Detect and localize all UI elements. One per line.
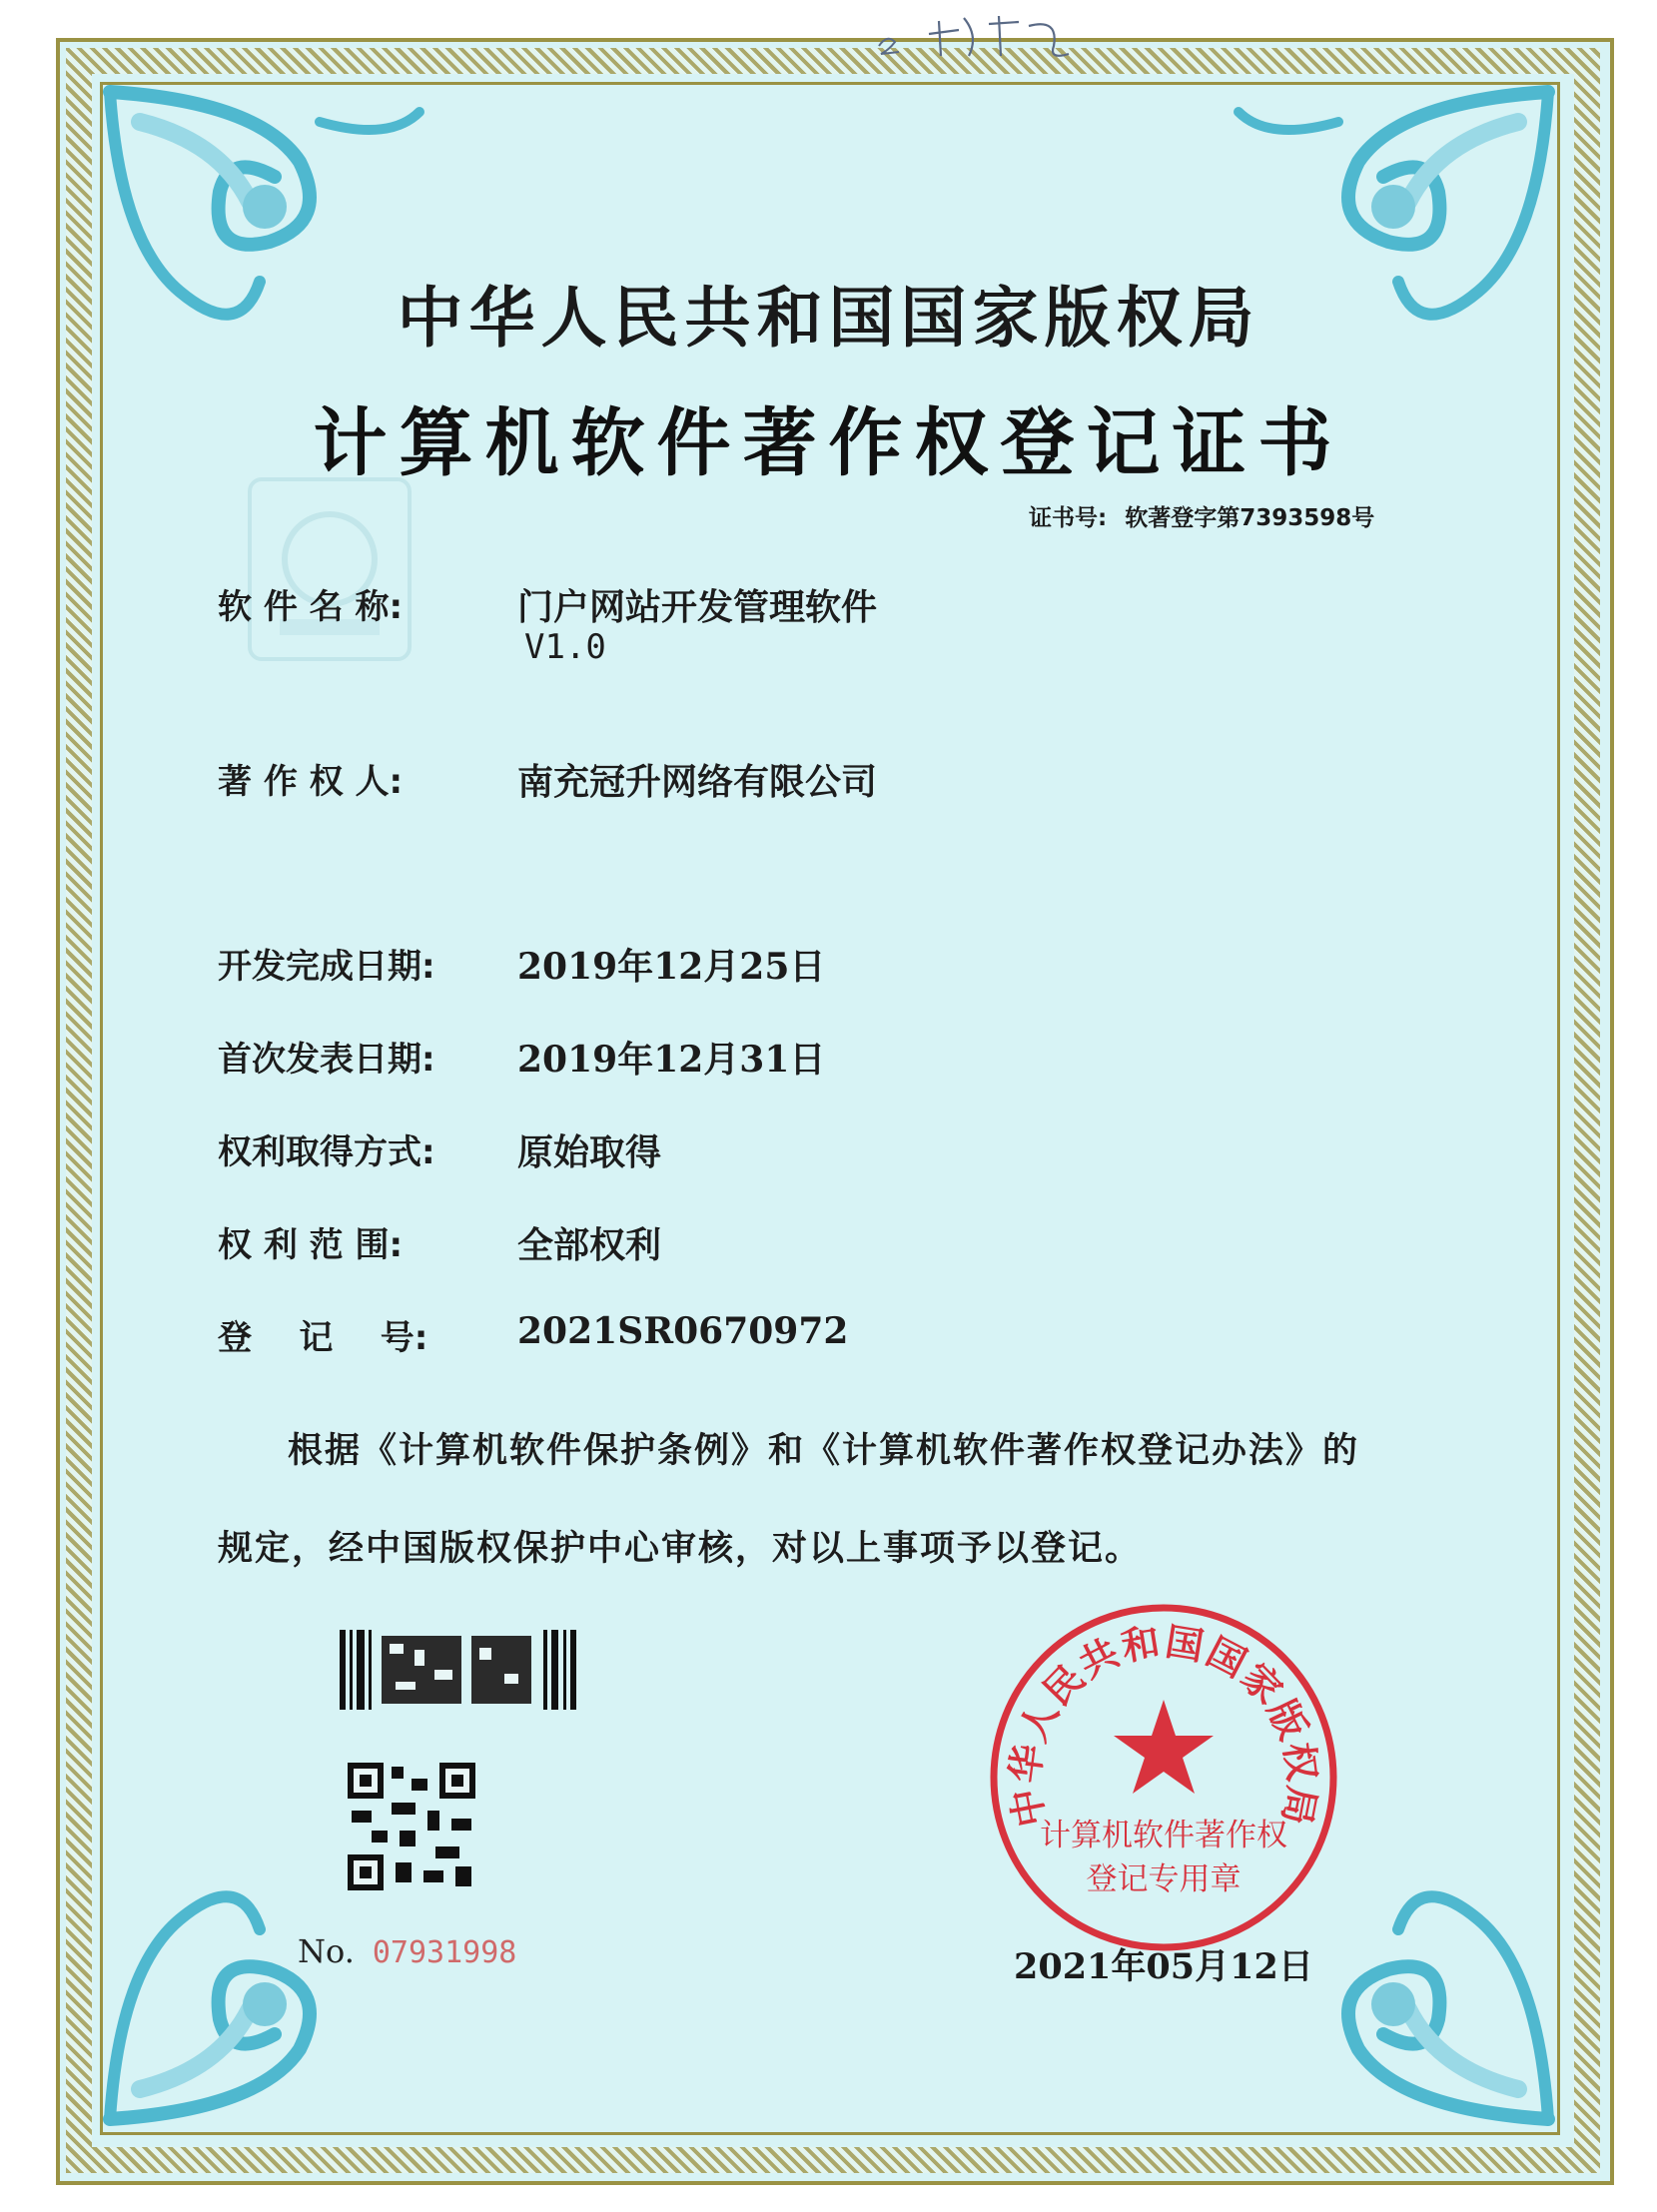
star-icon [1114,1700,1214,1794]
field-label: 软 件 名 称: [218,587,404,627]
field-label: 著 作 权 人: [218,762,404,802]
field-software-name [218,579,877,630]
certificate-number-value: 软著登字第7393598号 [1125,505,1375,531]
serial-value: 07931998 [372,1935,517,1970]
certificate-number-label: 证书号: [1029,505,1108,531]
seal-line-2: 登记专用章 [1086,1861,1242,1897]
field-value: 2019年12月25日 [517,946,826,988]
field-registration-number [218,1310,848,1359]
issuing-authority: 中华人民共和国国家版权局 [397,280,1260,357]
field-value: 全部权利 [517,1224,662,1266]
field-value: 南充冠升网络有限公司 [517,761,878,803]
field-completion-date [218,939,825,990]
statement-line-1: 根据《计算机软件保护条例》和《计算机软件著作权登记办法》的 [288,1431,1360,1471]
field-value: 2021SR0670972 [517,1310,849,1352]
handwritten-note [869,6,1099,66]
seal-ring-text: 中华人民共和国国家版权局 [1002,1619,1325,1831]
serial-prefix: No. [298,1932,355,1970]
field-label: 开发完成日期: [218,947,435,987]
field-value: 门户网站开发管理软件 [517,586,878,628]
field-label: 登 记 号: [218,1318,428,1358]
issue-date: 2021年05月12日 [1014,1946,1313,1987]
field-acquisition [218,1124,661,1175]
official-seal [984,1598,1343,1957]
field-label: 首次发表日期: [218,1040,435,1080]
barcode [340,1630,579,1710]
field-scope [218,1217,661,1268]
watermark-emblem [240,469,419,669]
field-value: 2019年12月31日 [517,1039,826,1081]
certificate-number [1029,499,1374,532]
certificate-title: 计算机软件著作权登记证书 [313,400,1344,486]
field-label: 权 利 范 围: [218,1225,404,1265]
statement-line-2: 规定，经中国版权保护中心审核，对以上事项予以登记。 [218,1529,1143,1569]
serial-number [298,1932,516,1970]
field-value: 原始取得 [517,1131,662,1173]
qr-code [348,1763,475,1890]
seal-line-1: 计算机软件著作权 [1040,1818,1287,1853]
field-first-publication [218,1032,825,1083]
field-label: 权利取得方式: [218,1132,435,1172]
field-copyright-owner [218,754,877,805]
software-version: V1.0 [524,627,606,667]
